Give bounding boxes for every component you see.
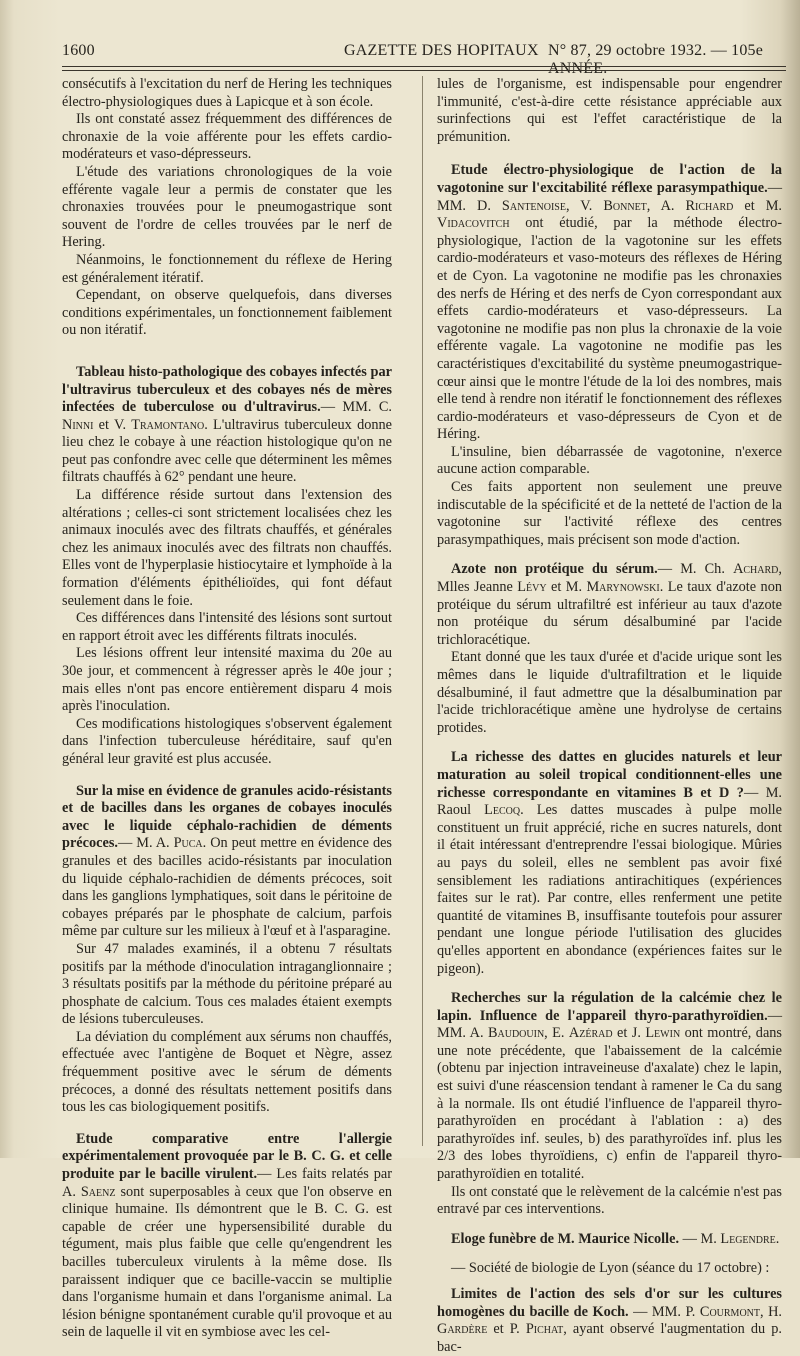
author-name: Vidacovitch: [437, 215, 510, 232]
article-histo-pathologique: [62, 364, 392, 769]
authors-separator: et V.: [93, 416, 132, 433]
paragraph: Ces faits apportent non seulement une preuve indiscutable de la spécificité et de la netteté de l'action de la vagotonine sur l'activité réflexe des centres parasympathiques, mais précisent son mode d'action.: [437, 479, 782, 548]
article-title: Limites de l'action des sels d'or sur les cultures homogènes du bacille de Koch.: [437, 1286, 782, 1320]
author-name: Baudouin: [487, 1025, 545, 1042]
article-title: Azote non protéique du sérum.: [451, 561, 658, 578]
authors-separator: et M.: [733, 197, 782, 214]
article-title: Eloge funèbre de M. Maurice Nicolle.: [451, 1230, 680, 1247]
paragraph: La déviation du complément aux sérums non chauffés, effectuée avec l'antigène de Boquet et Nègre, assez fréquemment positive avec le sérum de déments précoces, a donné des résultats nettement positifs dans tous les cas biologiquement positifs.: [62, 1028, 392, 1116]
paragraph: consécutifs à l'excitation du nerf de Hering les techniques électro-physiologiques dues à Lapicque et à son école.: [62, 76, 392, 110]
paragraph: Ces modifications histologiques s'observent également dans l'infection tuberculeuse héréditaire, sauf qu'en général leur gravité est plus accusée.: [62, 715, 392, 767]
article-eloge-funebre: [437, 1231, 782, 1249]
section-societe-lyon: [437, 1260, 782, 1278]
author-name: Richard: [685, 197, 734, 214]
paragraph: L'étude des variations chronologiques de la voie efférente vagale leur a permis de constater que les chronaxies trouvées pour le pneumogastrique sont souvent de l'ordre de celles trouvées par le nerf de Hering.: [62, 163, 392, 251]
author-name: Lecoq: [484, 802, 521, 819]
authors-prefix: — M.: [679, 1230, 721, 1247]
right-column: [437, 76, 782, 1355]
authors-separator: et P.: [487, 1321, 526, 1338]
punctuation: .: [775, 1230, 780, 1247]
article-dattes: [437, 749, 782, 978]
article-allergie-bcg: [62, 1131, 392, 1342]
authors-separator: , E.: [544, 1025, 569, 1042]
author-name: Achard: [733, 561, 779, 578]
paragraph: Cependant, on observe quelquefois, dans diverses conditions expérimentales, un fonctionnement faiblement ou non itératif.: [62, 287, 392, 339]
article-title: Recherches sur la régulation de la calcémie chez le lapin. Influence de l'appareil thyro-parathyroïdien.: [437, 990, 782, 1024]
article-calcemie: [437, 990, 782, 1219]
article-title: La richesse des dattes en glucides naturels et leur maturation au soleil tropical conditionnent-elles une richesse correspondante en vitamines B et D ?: [437, 749, 782, 801]
authors-prefix: — M. Raoul: [437, 784, 782, 819]
paragraph: Etant donné que les taux d'urée et d'acide urique sont les mêmes dans le liquide d'ultrafiltration et le liquide désalbuminé, il faut admettre que la désalbumination par l'acide trichloracétique amène une hydrolyse de certains protides.: [437, 649, 782, 736]
issue-info: N° 87, 29 octobre 1932. — 105e ANNÉE.: [548, 42, 764, 77]
paragraph-text: sont superposables à ceux que l'on observe en clinique humaine. Ils démontrent que le B. C. G. est capable de créer une hypersensibilité durable du tégument, mais plus faible que celle qu'engendrent les bacilles tuberculeux virulents à la même dose. Ils paraissent indiquer que ce bacille-vaccin se multiplie dans l'organisme humain et dans l'organisme animal. La lésion bénigne spontanément curable qu'il provoque et au sein de laquelle il vit en symbiose avec les cel-: [62, 1183, 392, 1341]
paragraph-text: ont montré, dans une note précédente, que l'abaissement de la calcémie (obtenu par injection intraveineuse d'axalate) chez le lapin, est suivi d'une réascension tendant à ramener le Ca du sang à la normale. Ils ont étudié l'influence de l'appareil thyro-parathyroïden en procédant à l'ablation : a) des parathyroïdes inf. seules, b) des parathyroïdes inf. plus les 2/3 des lobes thyroïdiens, c) enfin de l'appareil thyro-parathyroïdien en totalité.: [437, 1025, 782, 1183]
article-sels-or: [437, 1286, 782, 1356]
author-name: Saenz: [80, 1183, 116, 1200]
paragraph: lules de l'organisme, est indispensable pour engendrer l'immunité, c'est-à-dire cette résistance appréciable aux surinfections qui est l'effet caractéristique de la prémunition.: [437, 76, 782, 145]
section-heading: — Société de biologie de Lyon (séance du 17 octobre) :: [451, 1260, 770, 1277]
author-name: Lewin: [645, 1025, 681, 1042]
header-rule: [62, 66, 786, 67]
authors-separator: , V.: [565, 197, 604, 214]
paragraph: La différence réside surtout dans l'extension des altérations ; celles-ci sont strictement localisées chez les animaux inoculés avec des filtrats chauffés, et générales chez les animaux inoculés avec des filtrats non chauffés. Elles vont de l'hyperplasie histiocytaire et lymphoïde à la formation d'éléments épithélioïdes, qui font défaut seulement dans le foie.: [62, 487, 392, 609]
author-name: Azérad: [568, 1025, 613, 1042]
paragraph: Les lésions offrent leur intensité maxima du 20e au 30e jour, et commencent à régresser après le 40e jour ; mais elles n'ont pas encore entièrement disparu 4 mois après l'inoculation.: [62, 645, 392, 715]
authors-prefix: — M. Ch.: [657, 561, 734, 578]
authors-separator: , H.: [760, 1303, 782, 1320]
paragraph: Sur 47 malades examinés, il a obtenu 7 résultats positifs par la méthode d'inoculation intraganglionnaire ; 3 résultats positifs par la méthode du péritoine préparé au phosphate de calcium. Tous ces malades étaient exempts de lésions tuberculeuses.: [62, 940, 392, 1028]
authors-separator: , A.: [646, 197, 686, 214]
article-title: Sur la mise en évidence de granules acido-résistants et de bacilles dans les organes de cobayes inoculés avec le liquide céphalo-rachidien de déments précoces.: [62, 782, 392, 852]
author-name: Lévy: [517, 579, 547, 596]
page-number: 1600: [62, 42, 95, 59]
authors-prefix: — M. A.: [117, 835, 174, 852]
paragraph: Néanmoins, le fonctionnement du réflexe de Hering est généralement itératif.: [62, 251, 392, 286]
author-name: Gardère: [437, 1321, 488, 1338]
journal-title: GAZETTE DES HOPITAUX: [344, 42, 539, 59]
paragraph: Ils ont constaté assez fréquemment des différences de chronaxie de la voie afférente pour les effets cardio-modérateurs et vaso-dépresseurs.: [62, 111, 392, 163]
paragraph-text: . L'ultravirus tuberculeux donne lieu chez le cobaye à une réaction histologique qu'on ne peut pas confondre avec celle que déterminent les mêmes filtrats chauffés à 62° pendant une heure.: [62, 416, 393, 486]
paragraph-text: . Les dattes muscades à pulpe molle constituent un fruit apprécié, riche en sucres naturels, dont il était intéressant d'entreprendre l'essai biologique. Mûries au pays du soleil, elles ne semblent pas avoir fixé sensiblement les radiations antirachitiques (expériences faites sur le rat). Par contre, elles renferment une petite quantité de vitamines B, insuffisante toutefois pour assurer pendant une longue période l'utilisation des glucides qu'elles apportent en abondance (expériences faites sur le pigeon).: [437, 802, 782, 977]
article-continuation: [437, 76, 782, 146]
article-title: Etude électro-physiologique de l'action de la vagotonine sur l'excitabilité réflexe parasympathique.: [437, 162, 782, 196]
paragraph: L'insuline, bien débarrassée de vagotonine, n'exerce aucune action comparable.: [437, 443, 782, 478]
author-name: Ninni: [62, 416, 94, 433]
paragraph: Ces différences dans l'intensité des lésions sont surtout en rapport étroit avec les différents filtrats inoculés.: [62, 610, 392, 644]
paragraph-text: . On peut mettre en évidence des granules et des bacilles acido-résistants par inoculation du liquide céphalo-rachidien de déments précoces, soit dans les ganglions lymphatiques, soit dans le péritoine de cobayes préparés par le phosphate de calcium, parfois même par culture sur les milieux à l'œuf et à l'asparagine.: [62, 835, 392, 940]
authors-prefix: — MM. P.: [628, 1303, 700, 1320]
left-column: [62, 76, 393, 1341]
column-divider: [422, 76, 423, 1146]
paragraph-text: ont étudié, par la méthode électro-physiologique, l'action de la vagotonine sur les effets cardio-modérateurs et vaso-moteurs des réflexes de Héring et de Cyon. La vagotonine ne modifie pas les chronaxies des nerfs de Héring et des nerfs de Cyon correspondant aux effets cardio-modérateurs et vaso-dépresseurs. La vagotonine ne modifie pas non plus la chronaxie de la voie efférente vagale. La vagotonine ne modifie pas les caractéristiques d'excitabilité du système pneumogastrique-cœur ainsi que le montre l'étude de la loi des nombres, mais elle tend à rendre non itératif le fonctionnement des réflexes cardio-modérateurs et vaso-dépresseurs de Cyon et de Héring.: [437, 215, 782, 443]
article-granules-acido-resistants: [62, 783, 392, 1117]
author-name: Marynowski: [586, 579, 660, 596]
article-azote: [437, 561, 782, 737]
header-rule-thin: [62, 70, 786, 71]
authors-separator: et J.: [612, 1025, 646, 1042]
paragraph: Ils ont constaté que le relèvement de la calcémie n'est pas entravé par ces interventions.: [437, 1183, 782, 1218]
author-name: Courmont: [699, 1303, 760, 1320]
authors-prefix: — MM. A.: [437, 1007, 782, 1042]
article-title: Tableau histo-pathologique des cobayes infectés par l'ultravirus tuberculeux et des cobayes nés de mères infectées de tuberculose ou d'ultravirus.: [62, 363, 392, 416]
paragraph-text: , ayant observé l'augmentation du p. bac-: [437, 1321, 782, 1355]
author-name: Tramontano: [131, 416, 205, 433]
article-continuation: [62, 76, 392, 340]
article-vagotonine: [437, 162, 782, 549]
author-name: Legendre: [720, 1230, 776, 1247]
author-name: Santenoise: [501, 197, 566, 214]
author-name: Bonnet: [603, 197, 647, 214]
page-header: [62, 38, 786, 77]
paragraph-text: . Le taux d'azote non protéique du sérum ultrafiltré est inférieur au taux d'azote non protéique du sérum désalbuminé par l'acide trichloracétique.: [437, 579, 782, 648]
author-name: Puca: [173, 835, 203, 852]
article-title: Etude comparative entre l'allergie expérimentalement provoquée par le B. C. G. et celle produite par le bacille virulent.: [62, 1130, 392, 1183]
authors-separator: , Mlles Jeanne: [437, 561, 782, 596]
authors-prefix: — MM. D.: [437, 179, 782, 214]
authors-prefix: — Les faits relatés par A.: [62, 1166, 392, 1200]
authors-prefix: — MM. C.: [320, 399, 392, 416]
authors-separator: et M.: [546, 579, 587, 596]
author-name: Pichat: [525, 1321, 564, 1338]
